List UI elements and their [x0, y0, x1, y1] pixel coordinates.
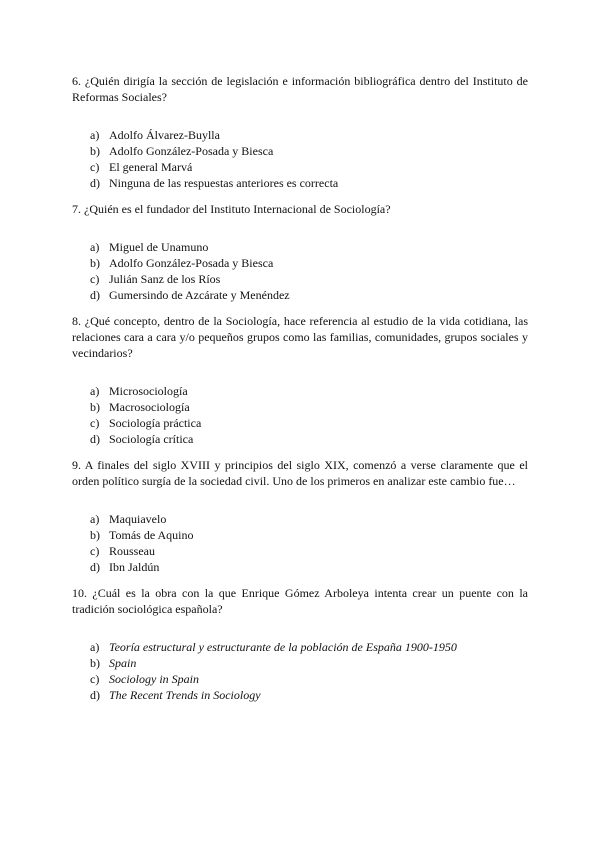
option-letter: a) — [90, 128, 100, 142]
question-text: 6. ¿Quién dirigía la sección de legislación e información bibliográfica dentro del Instituto de Reformas Sociales? — [72, 74, 528, 104]
option-text: Gumersindo de Azcárate y Menéndez — [109, 288, 290, 302]
option-list — [72, 639, 528, 703]
option-d — [72, 687, 528, 703]
option-letter: c) — [90, 672, 100, 686]
option-list — [72, 511, 528, 575]
option-text: El general Marvá — [109, 160, 193, 174]
option-text: Maquiavelo — [109, 512, 167, 526]
option-letter: d) — [90, 176, 100, 190]
option-text: Adolfo González-Posada y Biesca — [109, 256, 274, 270]
option-b — [72, 255, 528, 271]
option-text: Tomás de Aquino — [109, 528, 194, 542]
option-c — [72, 271, 528, 287]
option-letter: b) — [90, 400, 100, 414]
option-letter: b) — [90, 256, 100, 270]
option-letter: b) — [90, 144, 100, 158]
option-text: Miguel de Unamuno — [109, 240, 209, 254]
option-letter: a) — [90, 640, 100, 654]
option-c — [72, 159, 528, 175]
option-text: Teoría estructural y estructurante de la población de España 1900-1950 — [109, 640, 457, 654]
option-text: Ninguna de las respuestas anteriores es correcta — [109, 176, 339, 190]
question-text: 10. ¿Cuál es la obra con la que Enrique Gómez Arboleya intenta crear un puente con la tradición sociológica española? — [72, 586, 528, 616]
option-d — [72, 175, 528, 191]
option-letter: b) — [90, 656, 100, 670]
option-text: Julián Sanz de los Ríos — [109, 272, 221, 286]
option-text: Sociología crítica — [109, 432, 194, 446]
option-list — [72, 239, 528, 303]
option-text: The Recent Trends in Sociology — [109, 688, 261, 702]
option-d — [72, 287, 528, 303]
option-b — [72, 527, 528, 543]
option-letter: b) — [90, 528, 100, 542]
option-c — [72, 543, 528, 559]
option-b — [72, 399, 528, 415]
option-letter: d) — [90, 688, 100, 702]
question-8 — [72, 313, 528, 447]
option-letter: d) — [90, 432, 100, 446]
option-letter: c) — [90, 416, 100, 430]
option-list — [72, 383, 528, 447]
option-letter: a) — [90, 512, 100, 526]
option-text: Ibn Jaldún — [109, 560, 160, 574]
option-text: Microsociología — [109, 384, 188, 398]
option-letter: c) — [90, 544, 100, 558]
question-text: 9. A finales del siglo XVIII y principios del siglo XIX, comenzó a verse claramente que el orden político surgía de la sociedad civil. Uno de los primeros en analizar este cambio fue… — [72, 458, 528, 488]
option-text: Rousseau — [109, 544, 155, 558]
option-c — [72, 671, 528, 687]
question-7 — [72, 201, 528, 303]
option-a — [72, 127, 528, 143]
option-a — [72, 239, 528, 255]
option-letter: a) — [90, 384, 100, 398]
option-text: Sociology in Spain — [109, 672, 199, 686]
option-letter: d) — [90, 288, 100, 302]
question-10 — [72, 585, 528, 703]
option-letter: c) — [90, 160, 100, 174]
option-text: Macrosociología — [109, 400, 190, 414]
option-letter: a) — [90, 240, 100, 254]
option-a — [72, 511, 528, 527]
option-a — [72, 383, 528, 399]
option-c — [72, 415, 528, 431]
option-letter: c) — [90, 272, 100, 286]
option-letter: d) — [90, 560, 100, 574]
option-text: Adolfo González-Posada y Biesca — [109, 144, 274, 158]
question-text: 7. ¿Quién es el fundador del Instituto Internacional de Sociología? — [72, 202, 391, 216]
option-b — [72, 143, 528, 159]
option-text: Sociología práctica — [109, 416, 202, 430]
option-d — [72, 431, 528, 447]
option-text: Adolfo Álvarez-Buylla — [109, 128, 220, 142]
question-9 — [72, 457, 528, 575]
option-a — [72, 639, 528, 655]
option-d — [72, 559, 528, 575]
option-list — [72, 127, 528, 191]
question-text: 8. ¿Qué concepto, dentro de la Sociología, hace referencia al estudio de la vida cotidiana, las relaciones cara a cara y/o pequeños grupos como las familias, comunidades, grupos sociales y vecindarios? — [72, 314, 528, 360]
option-b — [72, 655, 528, 671]
question-6 — [72, 73, 528, 191]
option-text: Spain — [109, 656, 137, 670]
